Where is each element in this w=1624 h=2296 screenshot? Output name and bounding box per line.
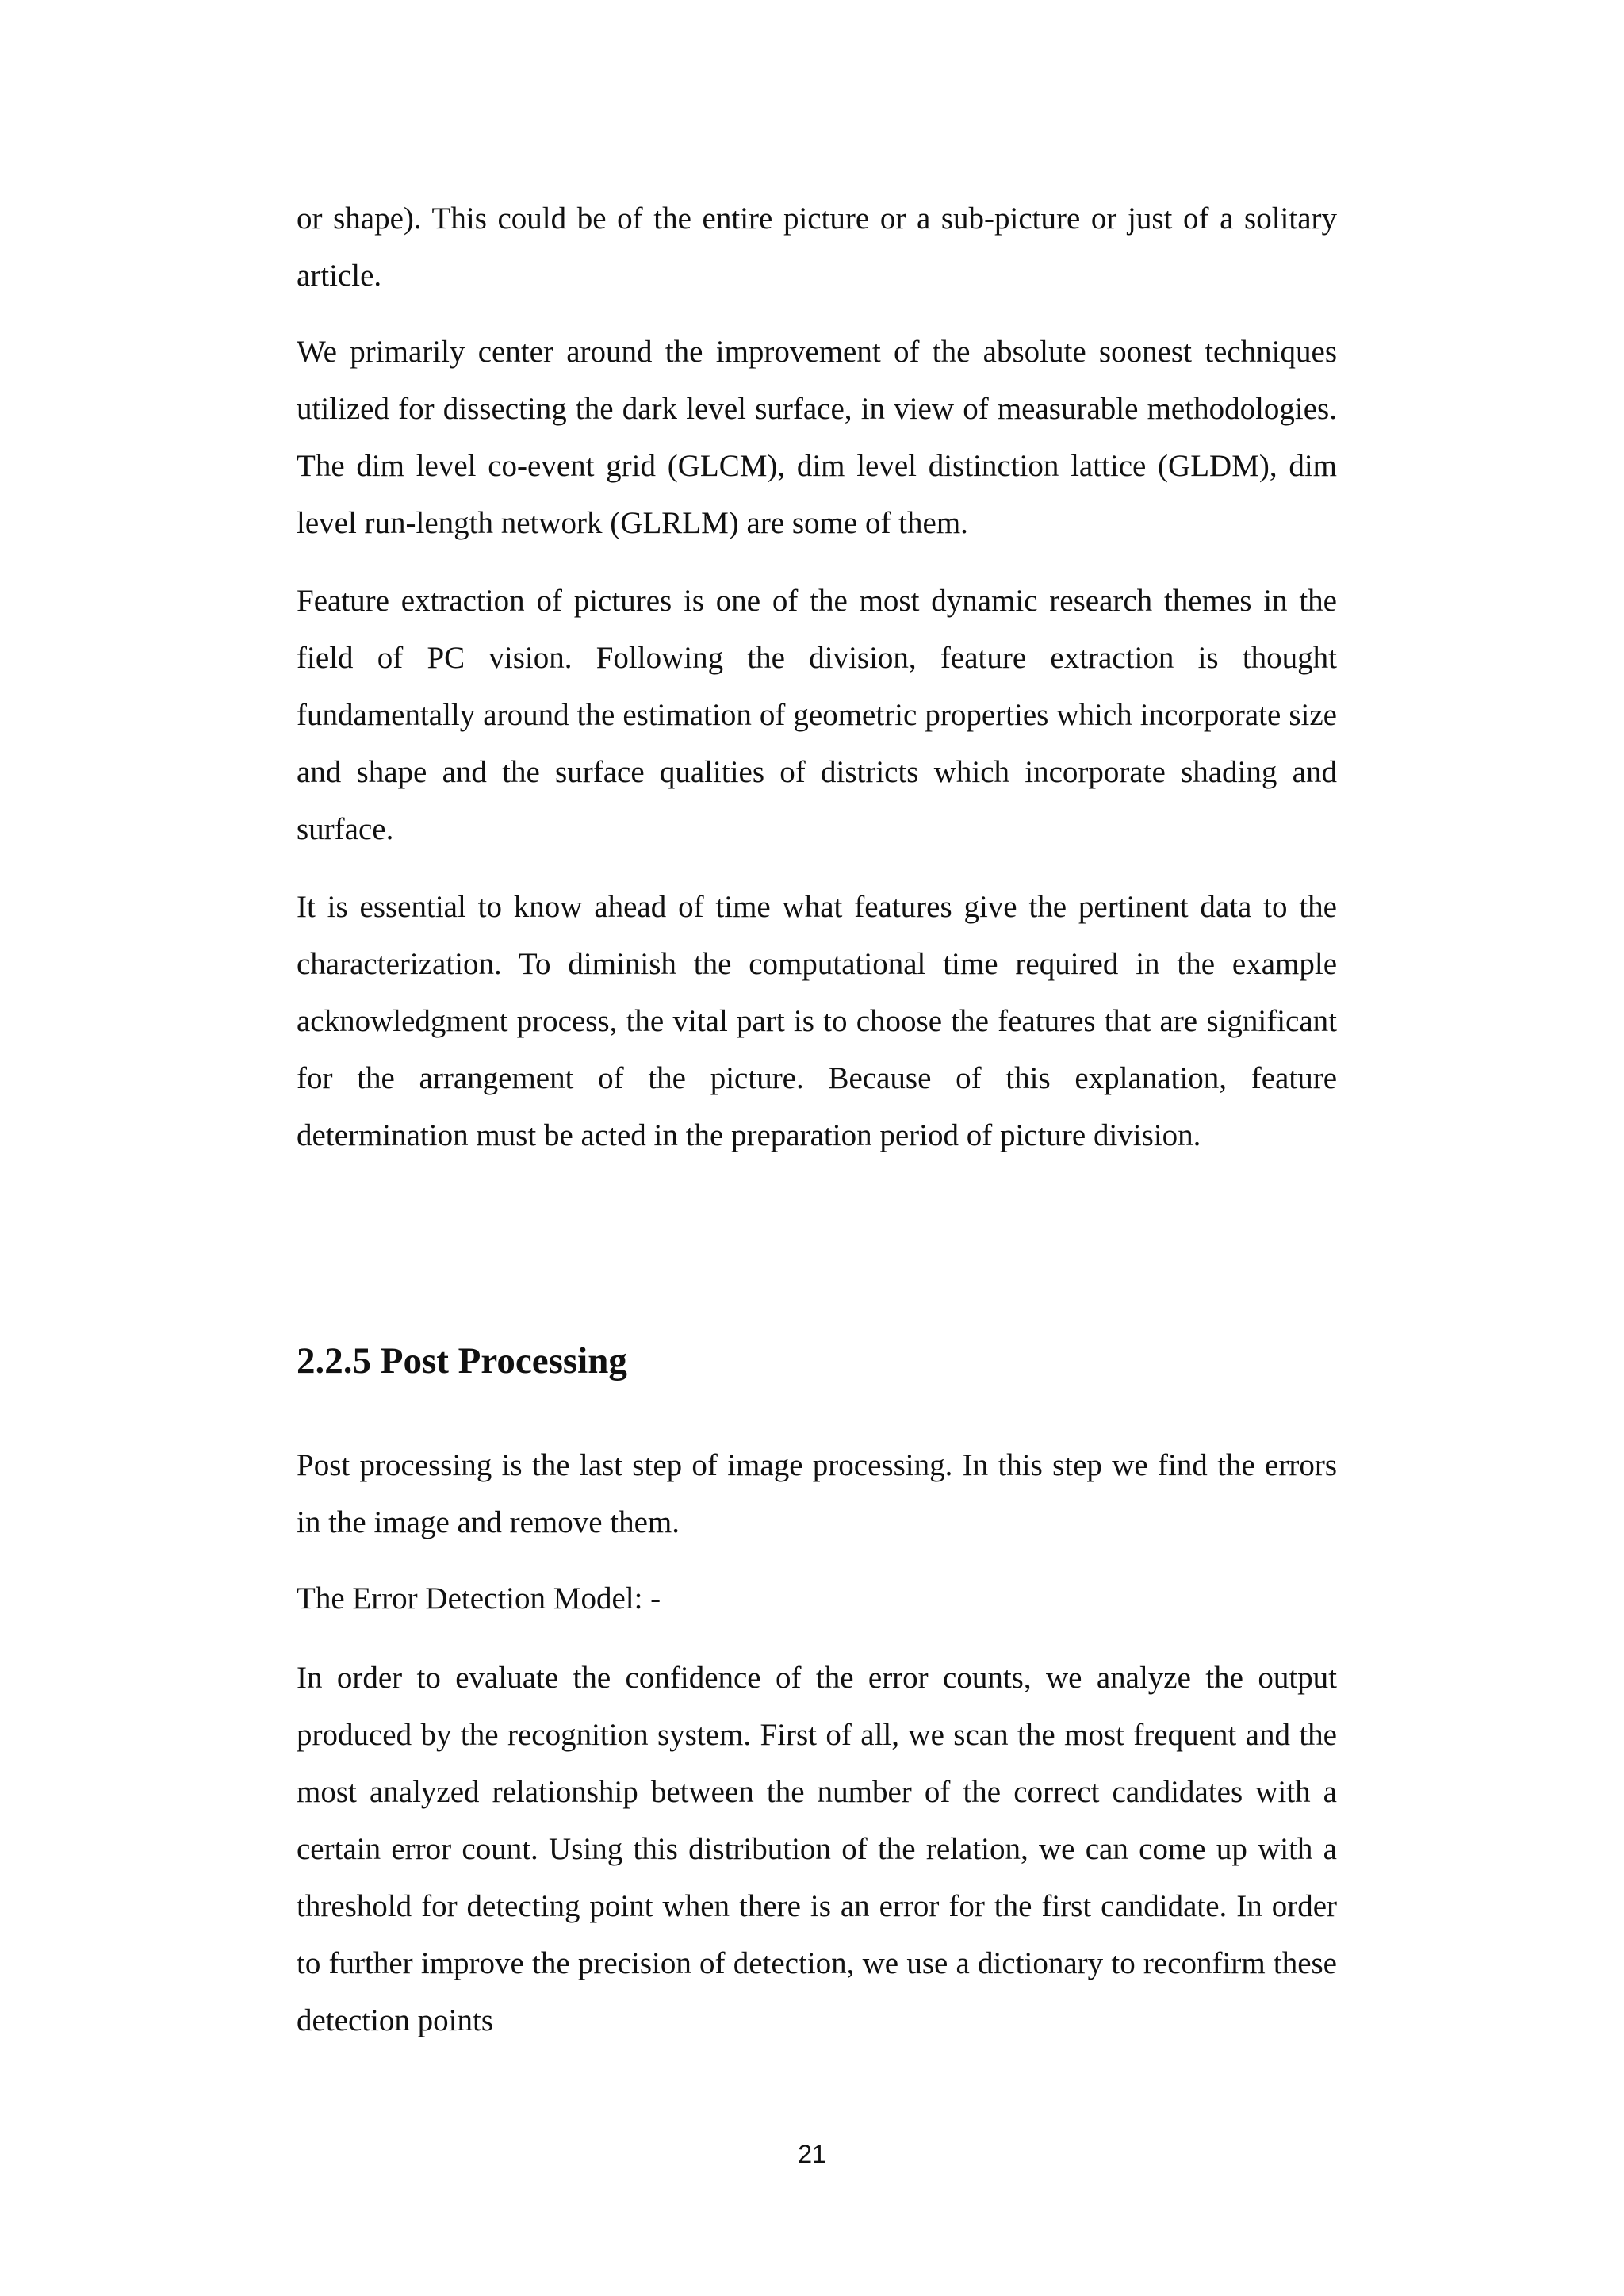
- section-heading-post-processing: 2.2.5 Post Processing: [297, 1340, 627, 1382]
- paragraph-shape-context: or shape). This could be of the entire picture or a sub-picture or just of a solitary article.: [297, 201, 1337, 293]
- paragraph-error-detection-description: In order to evaluate the confidence of the error counts, we analyze the output produced by the recognition system. First of all, we scan the most frequent and the most analyzed relationship between the number of the correct candidates with a certain error count. Using this distribution of the relation, we can come up with a threshold for detecting point when there is an error for the first candidate. In order to further improve the precision of detection, we use a dictionary to reconfirm these detection points: [297, 1661, 1337, 2037]
- page-number: 21: [798, 2140, 826, 2168]
- paragraph-feature-selection: It is essential to know ahead of time what features give the pertinent data to the characterization. To diminish the computational time required in the example acknowledgment process, the vital part is to choose the features that are significant for the arrangement of the picture. Because of this explanation, feature determination must be acted in the preparation period of picture division.: [297, 890, 1337, 1152]
- paragraph-error-detection-title: The Error Detection Model: -: [297, 1581, 661, 1616]
- paragraph-feature-extraction: Feature extraction of pictures is one of the most dynamic research themes in the field of PC vision. Following the division, feature extraction is thought fundamentally around the estimation of geometric properties which incorporate size and shape and the surface qualities of districts which incorporate shading and surface.: [297, 584, 1337, 846]
- paragraph-texture-methods: We primarily center around the improvement of the absolute soonest techniques utilized for dissecting the dark level surface, in view of measurable methodologies. The dim level co-event grid (GLCM), dim level distinction lattice (GLDM), dim level run-length network (GLRLM) are some of them.: [297, 335, 1337, 540]
- paragraph-post-processing-intro: Post processing is the last step of image processing. In this step we find the errors in the image and remove them.: [297, 1448, 1337, 1539]
